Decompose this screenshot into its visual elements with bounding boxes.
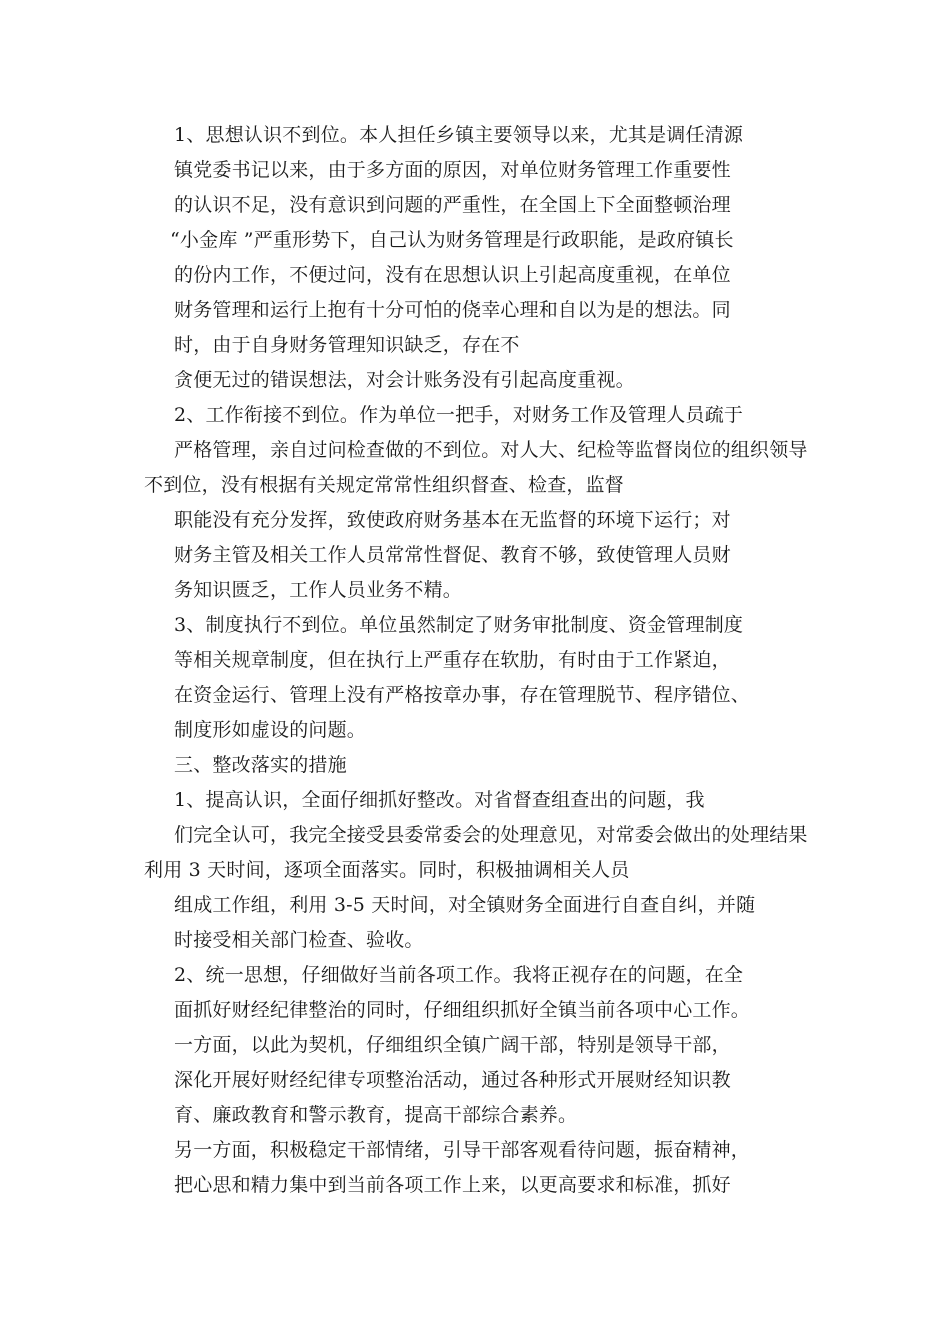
- text-line-3: 的认识不足，没有意识到问题的严重性，在全国上下全面整顿治理: [174, 194, 731, 216]
- text-line-8: 贪便无过的错误想法，对会计账务没有引起高度重视。: [174, 369, 635, 391]
- text-line-27: 一方面，以此为契机，仔细组织全镇广阔干部，特别是领导干部，: [174, 1034, 731, 1056]
- text-line-22: 利用 3 天时间，逐项全面落实。同时，积极抽调相关人员: [144, 859, 630, 881]
- text-line-5: 的份内工作，不便过问，没有在思想认识上引起高度重视，在单位: [174, 264, 731, 286]
- text-line-7: 时，由于自身财务管理知识缺乏，存在不: [174, 334, 520, 356]
- text-line-2: 镇党委书记以来，由于多方面的原因，对单位财务管理工作重要性: [174, 159, 731, 181]
- text-line-24: 时接受相关部门检查、验收。: [174, 929, 424, 951]
- text-line-26: 面抓好财经纪律整治的同时，仔细组织抓好全镇当前各项中心工作。: [174, 999, 751, 1021]
- text-line-11: 不到位，没有根据有关规定常常性组织督查、检查，监督: [144, 474, 625, 496]
- text-line-12: 职能没有充分发挥，致使政府财务基本在无监督的环境下运行；对: [174, 509, 731, 531]
- text-line-21: 们完全认可，我完全接受县委常委会的处理意见，对常委会做出的处理结果: [174, 824, 808, 846]
- text-line-18: 制度形如虚设的问题。: [174, 719, 367, 741]
- text-line-15: 3、制度执行不到位。单位虽然制定了财务审批制度、资金管理制度: [174, 614, 744, 636]
- section-heading: 三、整改落实的措施: [174, 754, 347, 776]
- text-line-23: 组成工作组，利用 3-5 天时间，对全镇财务全面进行自查自纠，并随: [174, 894, 756, 916]
- text-line-10: 严格管理，亲自过问检查做的不到位。对人大、纪检等监督岗位的组织领导: [174, 439, 808, 461]
- text-line-30: 另一方面，积极稳定干部情绪，引导干部客观看待问题，振奋精神，: [174, 1139, 751, 1161]
- text-line-29: 育、廉政教育和警示教育，提高干部综合素养。: [174, 1104, 578, 1126]
- text-line-14: 务知识匮乏，工作人员业务不精。: [174, 579, 463, 601]
- text-line-17: 在资金运行、管理上没有严格按章办事，存在管理脱节、程序错位、: [174, 684, 751, 706]
- text-line-25: 2、统一思想，仔细做好当前各项工作。我将正视存在的问题，在全: [174, 964, 744, 986]
- text-line-28: 深化开展好财经纪律专项整治活动，通过各种形式开展财经知识教: [174, 1069, 731, 1091]
- text-line-6: 财务管理和运行上抱有十分可怕的侥幸心理和自以为是的想法。同: [174, 299, 731, 321]
- text-line-20: 1、提高认识，全面仔细抓好整改。对省督查组查出的问题，我: [174, 789, 705, 811]
- text-line-31: 把心思和精力集中到当前各项工作上来，以更高要求和标准，抓好: [174, 1174, 731, 1196]
- text-line-9: 2、工作衔接不到位。作为单位一把手，对财务工作及管理人员疏于: [174, 404, 744, 426]
- text-line-13: 财务主管及相关工作人员常常性督促、教育不够，致使管理人员财: [174, 544, 731, 566]
- text-line-1: 1、思想认识不到位。本人担任乡镇主要领导以来，尤其是调任清源: [174, 124, 744, 146]
- text-line-4: “小金库 ”严重形势下，自己认为财务管理是行政职能，是政府镇长: [170, 229, 734, 251]
- text-line-16: 等相关规章制度，但在执行上严重存在软肋，有时由于工作紧迫，: [174, 649, 731, 671]
